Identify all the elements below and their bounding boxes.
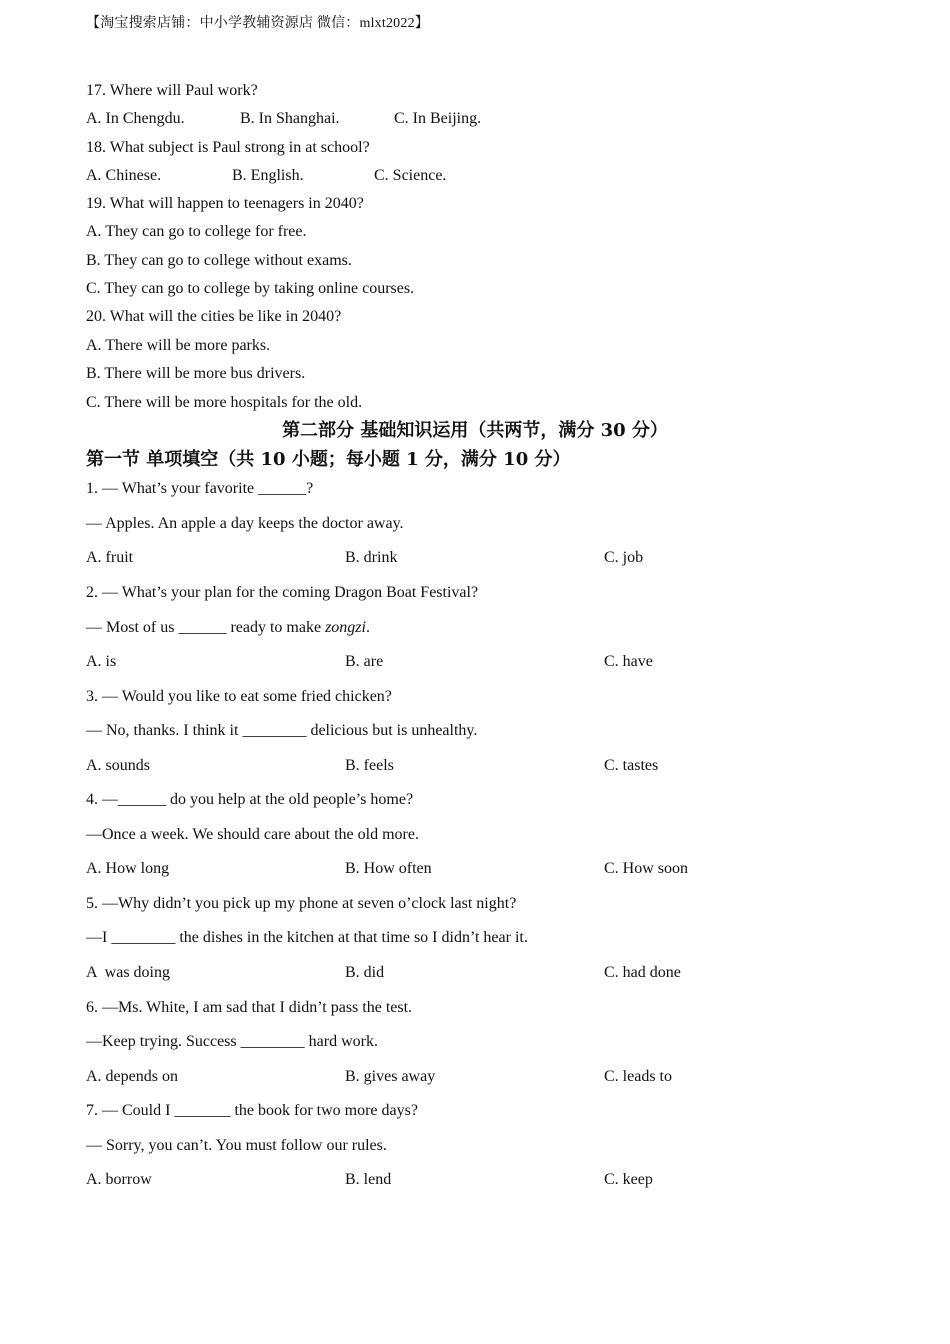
section-one-title: 第一节 单项填空（共 10 小题；每小题 1 分，满分 10 分） (86, 449, 571, 470)
header-note: 【淘宝搜索店铺：中小学教辅资源店 微信：mlxt2022】 (86, 16, 429, 31)
option-17b: B. In Shanghai. (240, 110, 340, 127)
grammar-6-stem: 6. —Ms. White, I am sad that I didn’t pass the test. (86, 999, 413, 1016)
part-two-title: 第二部分 基础知识运用（共两节，满分 30 分） (282, 420, 668, 441)
grammar-1-option-c: C. job (604, 549, 644, 566)
grammar-5-option-c: C. had done (604, 964, 681, 981)
option-20a: A. There will be more parks. (86, 337, 271, 354)
grammar-3-option-b: B. feels (345, 757, 394, 774)
grammar-1-option-a: A. fruit (86, 549, 134, 566)
question-17: 17. Where will Paul work? (86, 82, 258, 99)
grammar-3-stem: 3. — Would you like to eat some fried chicken? (86, 688, 392, 705)
question-20: 20. What will the cities be like in 2040? (86, 308, 342, 325)
grammar-4-stem: 4. —______ do you help at the old people’s home? (86, 791, 414, 808)
option-20c: C. There will be more hospitals for the old. (86, 394, 363, 411)
grammar-4-option-a: A. How long (86, 860, 170, 877)
option-17c: C. In Beijing. (394, 110, 482, 127)
grammar-4-option-b: B. How often (345, 860, 432, 877)
grammar-5-stem: 5. —Why didn’t you pick up my phone at seven o’clock last night? (86, 895, 517, 912)
grammar-2-stem: 2. — What’s your plan for the coming Dragon Boat Festival? (86, 584, 479, 601)
option-19a: A. They can go to college for free. (86, 223, 307, 240)
grammar-2-reply-end: . (365, 619, 370, 636)
grammar-6-option-c: C. leads to (604, 1068, 672, 1085)
grammar-5-option-a: A was doing (86, 964, 170, 981)
grammar-7-stem: 7. — Could I _______ the book for two more days? (86, 1102, 418, 1119)
grammar-2-reply (86, 618, 370, 638)
grammar-6-option-a: A. depends on (86, 1068, 178, 1085)
grammar-1-option-b: B. drink (345, 549, 398, 566)
grammar-7-option-c: C. keep (604, 1171, 653, 1188)
grammar-3-option-a: A. sounds (86, 757, 151, 774)
option-18c: C. Science. (374, 167, 447, 184)
grammar-7-option-a: A. borrow (86, 1171, 152, 1188)
grammar-1-reply: — Apples. An apple a day keeps the doctor away. (86, 515, 404, 532)
grammar-6-option-b: B. gives away (345, 1068, 436, 1085)
grammar-2-option-a: A. is (86, 653, 117, 670)
grammar-2-reply-text: — Most of us ______ ready to make (86, 619, 326, 636)
option-17a: A. In Chengdu. (86, 110, 185, 127)
option-19b: B. They can go to college without exams. (86, 252, 352, 269)
grammar-2-option-c: C. have (604, 653, 653, 670)
grammar-7-option-b: B. lend (345, 1171, 392, 1188)
question-18: 18. What subject is Paul strong in at school? (86, 139, 370, 156)
grammar-7-reply: — Sorry, you can’t. You must follow our rules. (86, 1137, 387, 1154)
grammar-2-option-b: B. are (345, 653, 384, 670)
grammar-4-reply: —Once a week. We should care about the old more. (86, 826, 419, 843)
option-18b: B. English. (232, 167, 304, 184)
grammar-3-reply: — No, thanks. I think it ________ delicious but is unhealthy. (86, 722, 478, 739)
grammar-5-reply: —I ________ the dishes in the kitchen at that time so I didn’t hear it. (86, 929, 528, 946)
question-19: 19. What will happen to teenagers in 2040? (86, 195, 364, 212)
grammar-6-reply: —Keep trying. Success ________ hard work. (86, 1033, 378, 1050)
grammar-3-option-c: C. tastes (604, 757, 659, 774)
grammar-2-reply-italic: zongzi (325, 619, 366, 636)
option-20b: B. There will be more bus drivers. (86, 365, 306, 382)
option-19c: C. They can go to college by taking online courses. (86, 280, 415, 297)
grammar-1-stem: 1. — What’s your favorite ______? (86, 480, 314, 497)
grammar-4-option-c: C. How soon (604, 860, 689, 877)
grammar-5-option-b: B. did (345, 964, 385, 981)
option-18a: A. Chinese. (86, 167, 162, 184)
